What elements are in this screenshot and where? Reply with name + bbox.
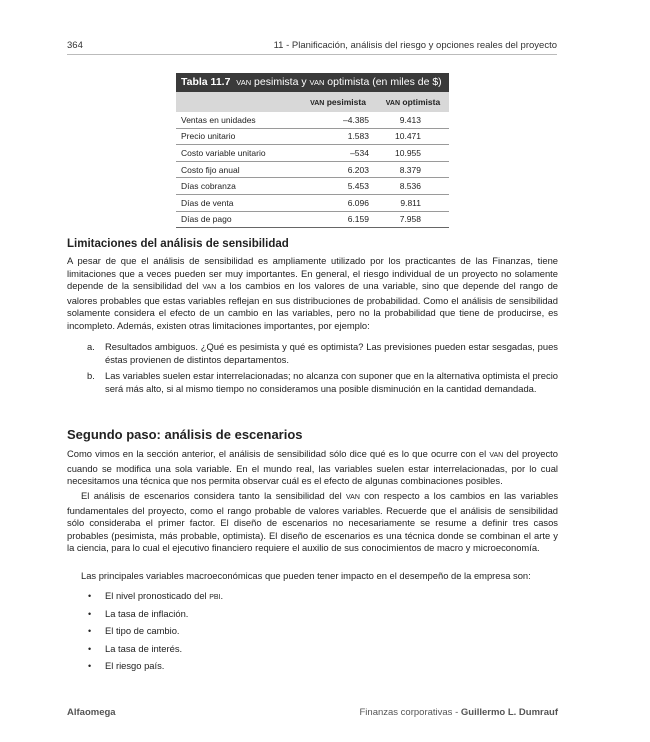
- paragraph-escenarios-2: El análisis de escenarios considera tanto la sensibilidad del VAN con respecto a los cambios en las variables fundamentales del proyecto, como el rango probable de valores variables. Recuerde que el análisis de sensibilidad sólo consideraba el primer factor. El diseño de escenarios no necesariamente se resume a definir tres casos probables (pesimista, más probable, optimista). El diseño de escenarios es una técnica donde se combinan el arte y la ciencia, para lo cual el ejecutivo financiero requiere el auxilio de sus conocimientos de macro y microeconomía.: [67, 490, 559, 554]
- table-caption: [176, 73, 449, 92]
- section-heading-escenarios: Segundo paso: análisis de escenarios: [67, 427, 303, 442]
- list-item: • El nivel pronosticado del PBI.: [88, 590, 224, 601]
- bullet-icon: •: [88, 608, 92, 619]
- table-row: [176, 161, 449, 178]
- list-item: • El riesgo país.: [88, 660, 165, 672]
- list-item: [67, 341, 558, 366]
- bullet-list: [67, 590, 558, 678]
- cell-pesimista: –534: [299, 145, 377, 162]
- cell-label: Precio unitario: [176, 128, 299, 145]
- header-empty: [176, 92, 299, 112]
- list-marker: b.: [87, 370, 95, 382]
- section-heading-limitaciones: Limitaciones del análisis de sensibilidad: [67, 238, 289, 250]
- page-number: 364: [67, 40, 83, 51]
- cell-optimista: 9.811: [377, 194, 449, 211]
- list-item: • El tipo de cambio.: [88, 625, 180, 637]
- page-footer: [67, 707, 558, 721]
- bullet-icon: •: [88, 643, 92, 654]
- publisher-name: Alfaomega: [67, 707, 116, 718]
- cell-optimista: 10.955: [377, 145, 449, 162]
- cell-pesimista: –4.385: [299, 112, 377, 128]
- cell-label: Ventas en unidades: [176, 112, 299, 128]
- bullet-icon: •: [88, 626, 92, 637]
- table-row: [176, 145, 449, 162]
- ordered-list: [67, 341, 558, 399]
- list-item: • La tasa de inflación.: [88, 607, 189, 619]
- caption-van-1: VAN: [236, 78, 252, 87]
- cell-pesimista: 6.159: [299, 211, 377, 228]
- cell-pesimista: 1.583: [299, 128, 377, 145]
- table-label: Tabla 11.7: [181, 76, 231, 88]
- cell-label: Costo fijo anual: [176, 161, 299, 178]
- cell-pesimista: 6.203: [299, 161, 377, 178]
- caption-end: optimista (en miles de $): [324, 76, 442, 88]
- cell-optimista: 9.413: [377, 112, 449, 128]
- cell-label: Días de pago: [176, 211, 299, 228]
- sensitivity-table: [176, 92, 449, 228]
- paragraph-escenarios-3: Las principales variables macroeconómicas que pueden tener impacto en el desempeño de la empresa son:: [81, 570, 531, 581]
- list-item: • La tasa de interés.: [88, 642, 183, 654]
- running-title: 11 - Planificación, análisis del riesgo y opciones reales del proyecto: [273, 40, 557, 51]
- table-row: [176, 178, 449, 195]
- list-item-text: Las variables suelen estar interrelacionadas; no alcanza con suponer que en la alternativa optimista el precio será más alto, si al mismo tiempo no consideramos una posible disminución en la cantidad demandada.: [105, 370, 558, 394]
- cell-pesimista: 5.453: [299, 178, 377, 195]
- cell-label: Días de venta: [176, 194, 299, 211]
- bullet-icon: •: [88, 661, 92, 672]
- data-table: [176, 73, 449, 228]
- cell-label: Costo variable unitario: [176, 145, 299, 162]
- table-row: [176, 112, 449, 128]
- list-marker: a.: [87, 341, 95, 352]
- table-header-row: [176, 92, 449, 112]
- caption-mid: pesimista y: [251, 76, 310, 88]
- cell-label: Días cobranza: [176, 178, 299, 195]
- table-row: [176, 194, 449, 211]
- col-pesimista: VAN pesimista: [299, 92, 377, 112]
- cell-pesimista: 6.096: [299, 194, 377, 211]
- bullet-icon: •: [88, 591, 92, 601]
- list-item-text: Resultados ambiguos. ¿Qué es pesimista y qué es optimista? Las previsiones pueden estar sesgadas, pues éstas provienen de distintos departamentos.: [105, 341, 558, 365]
- paragraph-limitaciones: A pesar de que el análisis de sensibilidad es ampliamente utilizado por los practicantes de las Finanzas, tiene limitaciones que a veces pueden ser muy importantes. En general, el riesgo individual de un proyecto no solamente depende de la sensibilidad del VAN a los cambios en los valores de una variable, sino que depende del rango de valores probables que estas variables reflejan en sus distribuciones de probabilidad. Como el análisis de sensibilidad solamente considera el efecto de un cambio en las variables, pero no la probabilidad que tiene de producirse, es incompleto. Además, existen otras limitaciones importantes, por ejemplo:: [67, 255, 558, 331]
- running-header: [67, 38, 557, 55]
- cell-optimista: 7.958: [377, 211, 449, 228]
- book-credit: Finanzas corporativas - Guillermo L. Dumrauf: [359, 707, 558, 718]
- table-row: [176, 211, 449, 228]
- table-row: [176, 128, 449, 145]
- paragraph-escenarios-1: Como vimos en la sección anterior, el análisis de sensibilidad sólo dice qué es lo que ocurre con el VAN del proyecto cuando se modifica una sola variable. En el mundo real, las variables suelen estar interrelacionadas, por lo cual necesitamos una técnica que nos permita observar cuál es el efecto de algunas combinaciones posibles.: [67, 448, 558, 487]
- cell-optimista: 10.471: [377, 128, 449, 145]
- cell-optimista: 8.379: [377, 161, 449, 178]
- list-item: [67, 370, 558, 395]
- cell-optimista: 8.536: [377, 178, 449, 195]
- col-optimista: VAN optimista: [377, 92, 449, 112]
- caption-van-2: VAN: [309, 78, 325, 87]
